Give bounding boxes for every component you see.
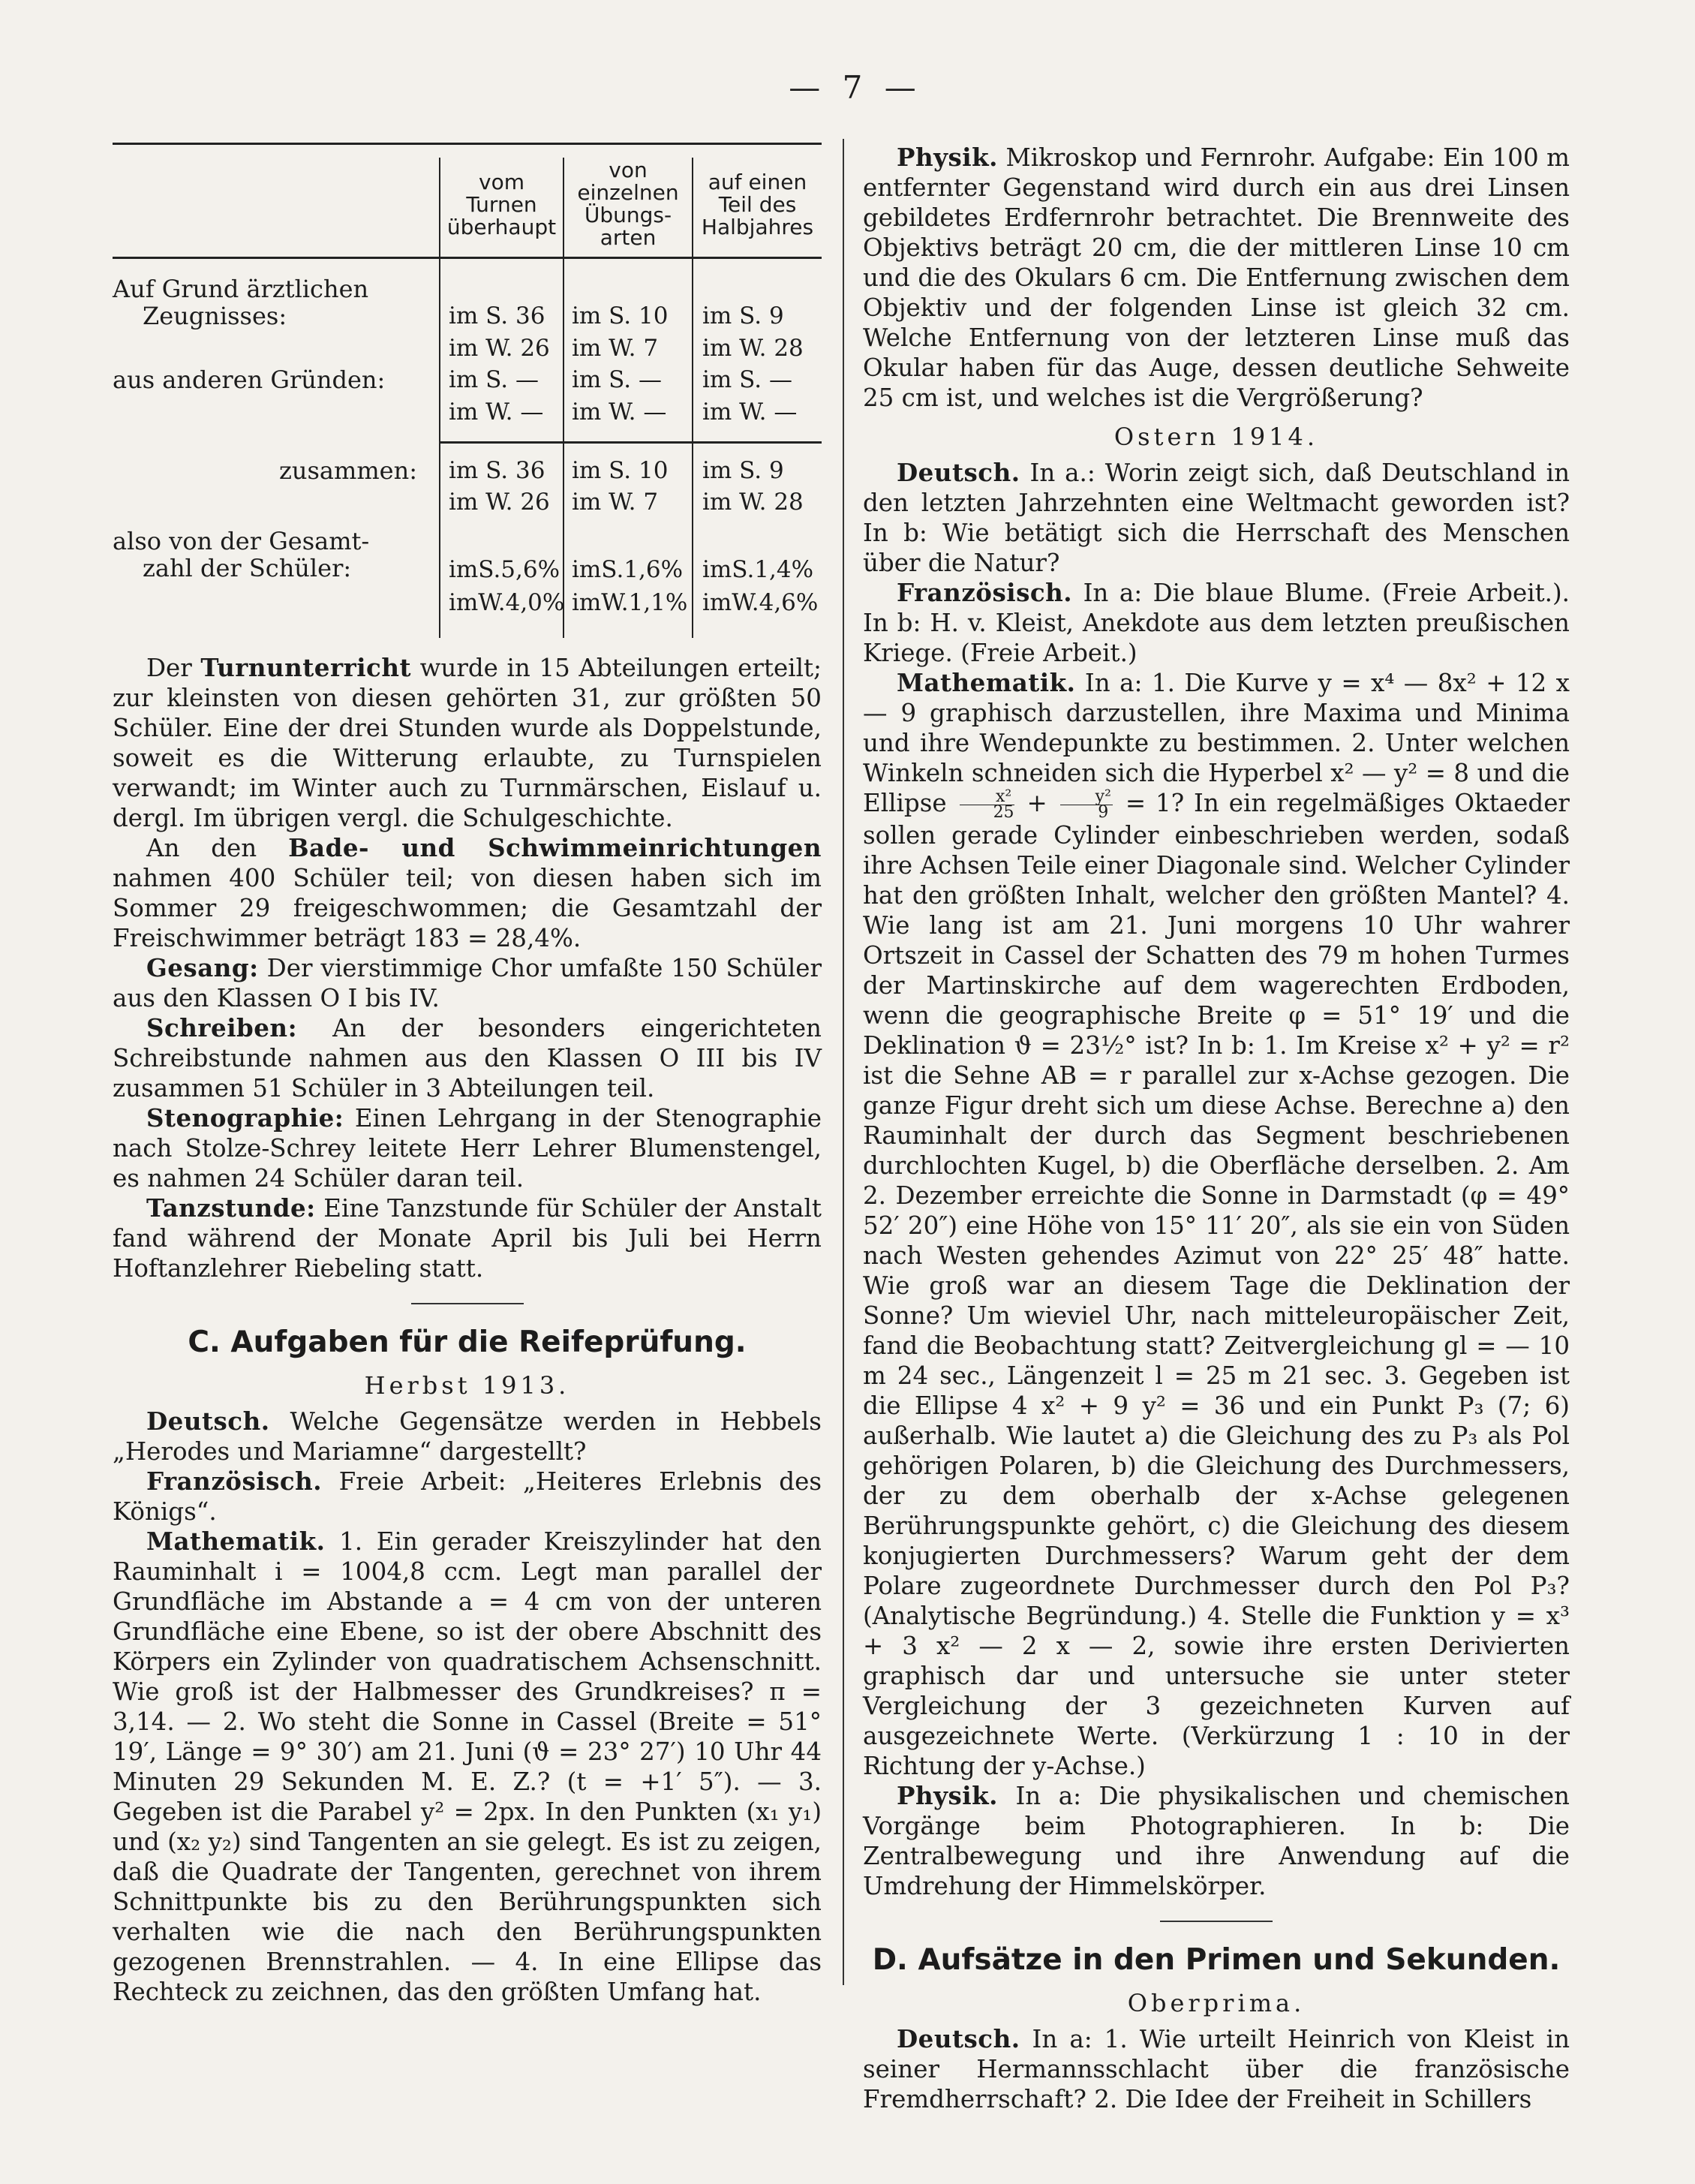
section-separator bbox=[411, 1303, 524, 1304]
fraction-x2-25: $\frac{\text{x²}}{25}$ bbox=[960, 790, 1014, 820]
table-sum-rule bbox=[439, 441, 822, 444]
paragraph-physik-2: Physik. In a: Die physikalischen und chemischen Vorgänge beim Photographieren. In b: Die Zentralbewegung und ihre Anwendung auf die Umdrehung der Himmelskörper. bbox=[863, 1781, 1570, 1900]
heading-section-c: C. Aufgaben für die Reifeprüfung. bbox=[188, 1325, 747, 1359]
row-label-andere: aus anderen Gründen: bbox=[113, 366, 386, 394]
row-label-zusammen: zusammen: bbox=[279, 456, 417, 485]
cell-r5-c2: im W. 28 bbox=[702, 489, 804, 516]
cell-r0-c2: im S. 9 bbox=[702, 302, 784, 329]
cell-r3-c2: im W. — bbox=[702, 399, 798, 426]
subheading-oberprima: Oberprima. bbox=[1127, 1989, 1306, 2017]
paragraph-physik-1: Physik. Mikroskop und Fernrohr. Aufgabe: Ein 100 m entfernter Gegenstand wird durch ein aus drei Linsen gebildetes Erdfernrohr betrachtet. Die Brennweite des Objektivs beträgt 20 cm, die der mittleren Linse 10 cm und die des Okulars 6 cm. Die Entfernung zwischen dem Objektiv und der folgenden Linse ist gleich 32 cm. Welche Entfernung von der letzteren Linse muß das Okular haben für das Auge, dessen deutliche Sehweite 25 cm ist, und welches ist die Vergrößerung? bbox=[863, 143, 1570, 412]
cell-r7-c2: imW.4,6% bbox=[702, 589, 819, 616]
column-divider bbox=[843, 139, 844, 1985]
label-deutsch-2: Deutsch. bbox=[897, 458, 1020, 487]
paragraph-deutsch: Deutsch. Welche Gegensätze werden in Hebbels „Herodes und Mariamne“ dargestellt? bbox=[113, 1406, 822, 1466]
section-separator-2 bbox=[1160, 1921, 1273, 1922]
cell-r3-c1: im W. — bbox=[572, 399, 667, 426]
label-physik-2: Physik. bbox=[897, 1781, 998, 1810]
paragraph-deutsch-3: Deutsch. In a: 1. Wie urteilt Heinrich von Kleist in seiner Hermannsschlacht über die französische Fremdherrschaft? 2. Die Idee der Freiheit in Schillers bbox=[863, 2024, 1570, 2113]
label-mathematik: Mathematik. bbox=[146, 1527, 326, 1556]
label-stenographie: Stenographie: bbox=[146, 1103, 344, 1133]
row-label-gesamt-1: also von der Gesamt- bbox=[113, 527, 370, 555]
paragraph-mathematik: Mathematik. 1. Ein gerader Kreiszylinder hat den Rauminhalt i = 1004,8 ccm. Legt man parallel der Grundfläche im Abstande a = 4 cm von der unteren Grundfläche eine Ebene, so ist der obere Abschnitt des Körpers ein Zylinder von quadratischem Achsenschnitt. Wie groß ist der Halbmesser des Grundkreises? π = 3,14. — 2. Wo steht die Sonne in Cassel (Breite = 51° 19′, Länge = 9° 30′) am 21. Juni (ϑ = 23° 27′) 10 Uhr 44 Minuten 29 Sekunden M. E. Z.? (t = +1′ 5″). — 3. Gegeben ist die Parabel y² = 2px. In den Punkten (x₁ y₁) und (x₂ y₂) sind Tangenten an sie gelegt. Es ist zu zeigen, daß die Quadrate der Tangenten, gerechnet von ihrem Schnittpunkte bis zu den Berührungspunkten sich verhalten wie die nach den Berührungspunkten gezogenen Brennstrahlen. — 4. In eine Ellipse das Rechteck zu zeichnen, das den größten Umfang hat. bbox=[113, 1527, 822, 2006]
table-header-1: vom Turnen überhaupt bbox=[446, 170, 557, 239]
table-header-rule bbox=[113, 257, 822, 259]
row-label-aerztlich-2: Zeugnisses: bbox=[143, 302, 287, 330]
label-deutsch: Deutsch. bbox=[146, 1406, 270, 1436]
label-physik-1: Physik. bbox=[897, 143, 998, 172]
row-label-aerztlich-1: Auf Grund ärztlichen bbox=[113, 275, 369, 303]
cell-r0-c0: im S. 36 bbox=[449, 302, 545, 329]
cell-r4-c1: im S. 10 bbox=[572, 457, 669, 484]
cell-r2-c2: im S. — bbox=[702, 366, 793, 393]
heading-section-d: D. Aufsätze in den Primen und Sekunden. bbox=[872, 1943, 1561, 1977]
table-header-3: auf einen Teil des Halbjahres bbox=[701, 170, 814, 239]
label-gesang: Gesang: bbox=[146, 953, 259, 982]
label-mathematik-2: Mathematik. bbox=[897, 668, 1076, 697]
right-column bbox=[863, 143, 1570, 2114]
paragraph-franzoesisch-2: Französisch. In a: Die blaue Blume. (Freie Arbeit.). In b: H. v. Kleist, Anekdote aus dem letzten preußischen Kriege. (Freie Arbeit.) bbox=[863, 578, 1570, 667]
cell-r1-c1: im W. 7 bbox=[572, 335, 659, 362]
label-franzoesisch-2: Französisch. bbox=[897, 578, 1073, 607]
paragraph-bade: An den Bade- und Schwimmeinrichtungen nahmen 400 Schüler teil; von diesen haben sich im Sommer 29 freigeschwommen; die Gesamtzahl der Freischwimmer beträgt 183 = 28,4%. bbox=[113, 833, 822, 952]
paragraph-mathematik-2: Mathematik. In a: 1. Die Kurve y = x⁴ — 8x² + 12 x — 9 graphisch darzustellen, ihre Maxima und Minima und ihre Wendepunkte zu bestimmen. 2. Unter welchen Winkeln schneiden sich die Hyperbel x² — y² = 8 und die Ellipse $\frac{\text{x²}}{25}$ + $\frac{\text{y²}}{9}$ = 1? In ein regelmäßiges Oktaeder sollen gerade Cylinder einbeschrieben werden, sodaß ihre Achsen Teile einer Diagonale sind. Welcher Cylinder hat den größten Inhalt, welcher den größten Mantel? 4. Wie lang ist am 21. Juni morgens 10 Uhr wahrer Ortszeit in Cassel der Schatten des 79 m hohen Turmes der Martinskirche auf dem wagerechten Erdboden, wenn die geographische Breite φ = 51° 19′ und die Deklination ϑ = 23½° ist? In b: 1. Im Kreise x² + y² = r² ist die Sehne AB = r parallel zur x-Achse gezogen. Die ganze Figur dreht sich um diese Achse. Berechne a) den Rauminhalt der durch das Segment beschriebenen durchlochten Kugel, b) die Oberfläche derselben. 2. Am 2. Dezember erreichte die Sonne in Darmstadt (φ = 49° 52′ 20″) eine Höhe von 15° 11′ 20″, als sie ein von Süden nach Westen gehendes Azimut von 22° 25′ 48″ hatte. Wie groß war an diesem Tage die Deklination der Sonne? Um wieviel Uhr, nach mitteleuropäischer Zeit, fand die Beobachtung statt? Zeitvergleichung gl = — 10 m 24 sec., Längenzeit l = 25 m 21 sec. 3. Gegeben ist die Ellipse 4 x² + 9 y² = 36 und ein Punkt P₃ (7; 6) außerhalb. Wie lautet a) die Gleichung des zu P₃ als Pol gehörigen Polaren, b) die Gleichung des Durchmessers, der zu dem oberhalb der x-Achse gelegenen Berührungspunkte gehört, c) die Gleichung des diesem konjugierten Durchmessers? Warum geht der dem Polare zugeordnete Durchmesser durch den Pol P₃? (Analytische Begründung.) 4. Stelle die Funktion y = x³ + 3 x² — 2 x — 2, sowie ihre ersten Derivierten graphisch dar und untersuche sie unter steter Vergleichung der 3 gezeichneten Kurven auf ausgezeichnete Werte. (Verkürzung 1 : 10 in der Richtung der y-Achse.) bbox=[863, 668, 1570, 1780]
label-tanzstunde: Tanzstunde: bbox=[146, 1193, 316, 1223]
paragraph-turnunterricht: Der Turnunterricht wurde in 15 Abteilungen erteilt; zur kleinsten von diesen gehörten 31, zur größten 50 Schüler. Eine der drei Stunden wurde als Doppelstunde, soweit es die Witterung erlaubte, zu Turnspielen verwandt; im Winter auch zu Turnmärschen, Eislauf u. dergl. Im übrigen vergl. die Schulgeschichte. bbox=[113, 653, 822, 832]
label-bade: Bade- und Schwimmeinrichtungen bbox=[288, 833, 822, 862]
fraction-y2-9: $\frac{\text{y²}}{9}$ bbox=[1060, 790, 1113, 820]
cell-r6-c0: imS.5,6% bbox=[449, 556, 560, 583]
cell-r1-c0: im W. 26 bbox=[449, 335, 550, 362]
page-number: — 7 — bbox=[789, 69, 922, 106]
paragraph-tanzstunde: Tanzstunde: Eine Tanzstunde für Schüler der Anstalt fand während der Monate April bis Juli bei Herrn Hoftanzlehrer Riebeling statt. bbox=[113, 1193, 822, 1283]
paragraph-schreiben: Schreiben: An der besonders eingerichteten Schreibstunde nahmen aus den Klassen O III bis IV zusammen 51 Schüler in 3 Abteilungen teil. bbox=[113, 1013, 822, 1103]
cell-r4-c2: im S. 9 bbox=[702, 457, 784, 484]
cell-r5-c1: im W. 7 bbox=[572, 489, 659, 516]
label-turnunterricht: Turnunterricht bbox=[200, 653, 411, 682]
cell-r3-c0: im W. — bbox=[449, 399, 544, 426]
paragraph-deutsch-2: Deutsch. In a.: Worin zeigt sich, daß Deutschland in den letzten Jahrzehnten eine Weltmacht geworden ist? In b: Wie betätigt sich die Herrschaft des Menschen über die Natur? bbox=[863, 458, 1570, 577]
paragraph-gesang: Gesang: Der vierstimmige Chor umfaßte 150 Schüler aus den Klassen O I bis IV. bbox=[113, 953, 822, 1012]
cell-r5-c0: im W. 26 bbox=[449, 489, 550, 516]
label-deutsch-3: Deutsch. bbox=[897, 2024, 1020, 2053]
table-top-rule bbox=[113, 143, 822, 145]
table-header-2: von einzelnen Übungs-arten bbox=[577, 158, 679, 250]
paragraph-stenographie: Stenographie: Einen Lehrgang in der Stenographie nach Stolze-Schrey leitete Herr Lehrer Blumenstengel, es nahmen 24 Schüler daran teil. bbox=[113, 1103, 822, 1193]
exemption-table bbox=[113, 143, 822, 653]
paragraph-franzoesisch: Französisch. Freie Arbeit: „Heiteres Erlebnis des Königs“. bbox=[113, 1467, 822, 1526]
cell-r2-c0: im S. — bbox=[449, 366, 539, 393]
cell-r7-c1: imW.1,1% bbox=[572, 589, 688, 616]
row-label-gesamt-2: zahl der Schüler: bbox=[143, 554, 352, 582]
subheading-herbst: Herbst 1913. bbox=[364, 1371, 570, 1400]
cell-r2-c1: im S. — bbox=[572, 366, 663, 393]
cell-r6-c1: imS.1,6% bbox=[572, 556, 684, 583]
cell-r7-c0: imW.4,0% bbox=[449, 589, 565, 616]
cell-r4-c0: im S. 36 bbox=[449, 457, 545, 484]
label-schreiben: Schreiben: bbox=[146, 1013, 298, 1042]
cell-r1-c2: im W. 28 bbox=[702, 335, 804, 362]
left-column bbox=[113, 143, 822, 2007]
cell-r6-c2: imS.1,4% bbox=[702, 556, 814, 583]
cell-r0-c1: im S. 10 bbox=[572, 302, 669, 329]
subheading-ostern: Ostern 1914. bbox=[1113, 423, 1319, 451]
label-franzoesisch: Französisch. bbox=[146, 1467, 323, 1496]
